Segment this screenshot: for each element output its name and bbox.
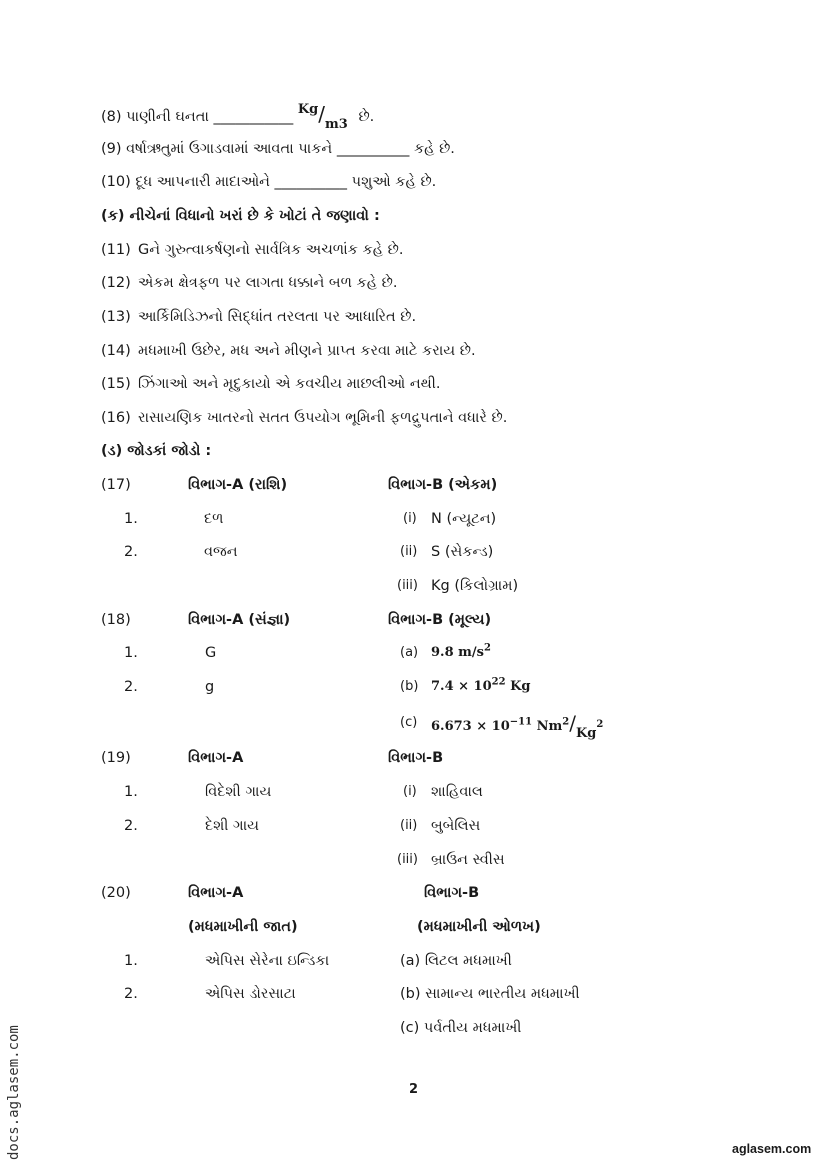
q19-column-b-header: વિભાગ-B — [388, 750, 444, 766]
q17-b-item: Kg (કિલોગ્રામ) — [431, 578, 519, 594]
list-item: (16) રાસાયણિક ખાતરનો સતત ઉપયોગ ભૂમિની ફળદ્રુપતાને વધારે છે. — [101, 410, 508, 426]
q17-a-item: દળ — [204, 511, 224, 527]
list-item: (12) એકમ ક્ષેત્રફળ પર લાગતા ધક્કાને બળ કહે છે. — [101, 275, 398, 291]
question-8-tail: છે. — [358, 109, 375, 125]
section-d-heading: (ડ) જોડકાં જોડો : — [101, 443, 212, 459]
q18-a-item: G — [205, 645, 217, 661]
unit-slash: / — [318, 102, 326, 126]
q18-b-num: (b) — [400, 679, 419, 694]
q17-a-num: 2. — [124, 544, 138, 560]
q20-b-entry: (a) લિટલ મધમાખી — [400, 953, 512, 969]
q18-a-num: 2. — [124, 679, 138, 695]
q20-column-a-subheader: (મધમાખીની જાત) — [188, 919, 298, 935]
q17-b-num: (ii) — [400, 544, 418, 559]
q19-column-a-header: વિભાગ-A — [188, 750, 244, 766]
unit-exponent: 3 — [338, 116, 348, 132]
q18-column-b-header: વિભાગ-B (મૂલ્ય) — [388, 612, 492, 628]
q20-a-num: 2. — [124, 986, 138, 1002]
q20-a-num: 1. — [124, 953, 138, 969]
unit-denominator: m — [325, 117, 339, 132]
question-8 — [101, 102, 375, 132]
q18-b-item: 9.8 $m/s^2$ — [431, 642, 491, 660]
q18-a-num: 1. — [124, 645, 138, 661]
q19-b-num: (ii) — [400, 818, 418, 833]
q17-b-num: (iii) — [397, 578, 418, 593]
q19-a-item: વિદેશી ગાય — [205, 784, 272, 800]
watermark: docs.aglasem.com — [6, 1025, 22, 1160]
q17-a-num: 1. — [124, 511, 138, 527]
q20-a-item: એપિસ સેરેના ઇન્ડિકા — [205, 953, 330, 969]
question-9: (9) વર્ષાઋતુમાં ઉગાડવામાં આવતા પાકને __________ કહે છે. — [101, 141, 455, 157]
footer-brand: aglasem.com — [732, 1142, 812, 1156]
q17-b-item: S (સેકન્ડ) — [431, 544, 494, 560]
q20-column-b-header: વિભાગ-B — [424, 885, 480, 901]
q20-column-b-subheader: (મધમાખીની ઓળખ) — [417, 919, 541, 935]
q17-column-a-header: વિભાગ-A (રાશિ) — [188, 477, 288, 493]
q20-b-entry: (b) સામાન્ય ભારતીય મધમાખી — [400, 986, 580, 1002]
q17-b-item: N (ન્યૂટન) — [431, 511, 497, 527]
list-item: (14) મધમાખી ઉછેર, મધ અને મીણને પ્રાપ્ત કરવા માટે કરાય છે. — [101, 343, 476, 359]
q17-a-item: વજન — [204, 544, 238, 560]
q17-b-num: (i) — [403, 511, 417, 526]
q20-column-a-header: વિભાગ-A — [188, 885, 244, 901]
q19-b-item: બ્રાઉન સ્વીસ — [431, 852, 505, 868]
question-10: (10) દૂધ આપનારી માદાઓને __________ પશુઓ કહે છે. — [101, 174, 437, 190]
question-20-number: (20) — [101, 885, 131, 901]
page-number: 2 — [409, 1082, 419, 1097]
q18-a-item: g — [205, 679, 215, 695]
q18-column-a-header: વિભાગ-A (સંજ્ઞા) — [188, 612, 291, 628]
question-8-text: (8) પાણીની ઘનતા ___________ — [101, 109, 294, 125]
q20-b-entry: (c) પર્વતીય મધમાખી — [400, 1020, 522, 1036]
q19-b-item: બુબેલિસ — [431, 818, 481, 834]
q19-a-num: 1. — [124, 784, 138, 800]
question-17-number: (17) — [101, 477, 131, 493]
list-item: (13) આર્કિમિડિઝનો સિદ્ધાંત તરલતા પર આધારિત છે. — [101, 309, 417, 325]
q17-column-b-header: વિભાગ-B (એકમ) — [388, 477, 498, 493]
list-item: (15) ઝિંગાઓ અને મૃદુકાયો એ કવચીય માછલીઓ નથી. — [101, 376, 441, 392]
list-item: (11) Gને ગુરુત્વાકર્ષણનો સાર્વત્રિક અચળાંક કહે છે. — [101, 242, 404, 258]
q19-a-num: 2. — [124, 818, 138, 834]
question-19-number: (19) — [101, 750, 131, 766]
q19-b-item: શાહિવાલ — [431, 784, 483, 800]
q18-b-item: $6.673 \times 10^{-11}$ Nm$^2$/Kg$^2$ — [431, 711, 604, 741]
q19-b-num: (i) — [403, 784, 417, 799]
q18-b-num: (a) — [400, 645, 419, 660]
q18-b-item: $7.4 \times 10^{22}$ Kg — [431, 676, 531, 694]
unit-numerator: Kg — [297, 102, 319, 117]
q19-a-item: દેશી ગાય — [205, 818, 260, 834]
question-18-number: (18) — [101, 612, 131, 628]
q19-b-num: (iii) — [397, 852, 418, 867]
section-k-heading: (ક) નીચેનાં વિધાનો ખરાં છે કે ખોટાં તે જણાવો : — [101, 208, 380, 224]
q20-a-item: એપિસ ડોરસાટા — [205, 986, 296, 1002]
q18-b-num: (c) — [400, 715, 418, 730]
